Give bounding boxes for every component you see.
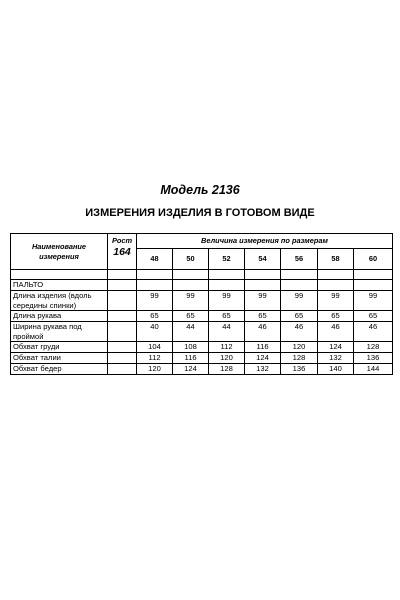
measurement-value: 124 [318,342,354,353]
section-label: ПАЛЬТО [11,280,108,291]
measurement-value: 99 [245,291,281,311]
table-body [11,270,393,375]
measurement-value: 140 [318,364,354,375]
empty-cell [173,270,209,280]
measurement-name: Обхват груди [11,342,108,353]
height-cell [108,364,137,375]
measurement-value: 65 [281,311,318,322]
measurement-value: 40 [137,322,173,342]
height-cell [108,353,137,364]
section-row [11,280,393,291]
name-column-header: Наименование измерения [11,234,108,270]
empty-cell [354,280,393,291]
empty-cell [318,270,354,280]
height-cell [108,322,137,342]
measurement-value: 104 [137,342,173,353]
empty-cell [281,280,318,291]
header-row-group [11,234,393,249]
measurement-value: 65 [318,311,354,322]
measurements-table [10,233,393,375]
measurement-value: 136 [354,353,393,364]
measurement-value: 116 [173,353,209,364]
table-row [11,291,393,311]
empty-cell [137,270,173,280]
measurement-value: 99 [318,291,354,311]
empty-cell [281,270,318,280]
empty-cell [137,280,173,291]
measurement-value: 124 [173,364,209,375]
measurement-value: 99 [354,291,393,311]
measurement-value: 46 [281,322,318,342]
measurement-value: 124 [245,353,281,364]
empty-cell [173,280,209,291]
empty-cell [209,270,245,280]
height-cell [108,291,137,311]
document-title: ИЗМЕРЕНИЯ ИЗДЕЛИЯ В ГОТОВОМ ВИДЕ [85,207,315,219]
measurement-value: 144 [354,364,393,375]
height-value: 164 [113,245,131,258]
height-column-header [108,234,137,270]
size-header-56: 56 [281,249,318,270]
measurement-value: 44 [173,322,209,342]
empty-cell [354,270,393,280]
height-cell [108,311,137,322]
measurement-value: 128 [354,342,393,353]
measurement-value: 44 [209,322,245,342]
empty-cell [11,270,108,280]
measurement-value: 120 [209,353,245,364]
measurement-value: 128 [209,364,245,375]
model-title: Модель 2136 [160,183,240,197]
table-row [11,364,393,375]
table-row [11,311,393,322]
size-group-header: Величина измерения по размерам [137,234,393,249]
measurement-value: 136 [281,364,318,375]
measurement-value: 46 [354,322,393,342]
empty-cell [245,270,281,280]
measurement-name: Обхват бедер [11,364,108,375]
empty-cell [318,280,354,291]
height-label: Рост [111,236,133,245]
table-row [11,342,393,353]
size-header-54: 54 [245,249,281,270]
spacer-row [11,270,393,280]
measurement-value: 120 [281,342,318,353]
measurement-value: 120 [137,364,173,375]
measurement-value: 99 [137,291,173,311]
empty-cell [108,280,137,291]
size-header-58: 58 [318,249,354,270]
size-header-52: 52 [209,249,245,270]
empty-cell [108,270,137,280]
measurement-value: 112 [137,353,173,364]
empty-cell [245,280,281,291]
measurement-value: 132 [318,353,354,364]
size-header-50: 50 [173,249,209,270]
measurement-name: Длина рукава [11,311,108,322]
measurement-value: 128 [281,353,318,364]
measurement-name: Обхват талии [11,353,108,364]
measurement-value: 65 [209,311,245,322]
measurement-name: Ширина рукава под проймой [11,322,108,342]
measurement-value: 65 [354,311,393,322]
measurement-value: 65 [245,311,281,322]
measurement-value: 46 [318,322,354,342]
measurement-value: 65 [137,311,173,322]
measurement-value: 108 [173,342,209,353]
size-header-48: 48 [137,249,173,270]
table-row [11,353,393,364]
measurement-value: 65 [173,311,209,322]
measurement-name: Длина изделия (вдоль середины спинки) [11,291,108,311]
size-header-60: 60 [354,249,393,270]
measurement-value: 132 [245,364,281,375]
measurement-value: 46 [245,322,281,342]
measurement-value: 112 [209,342,245,353]
measurement-value: 116 [245,342,281,353]
measurement-value: 99 [173,291,209,311]
measurement-value: 99 [281,291,318,311]
measurement-value: 99 [209,291,245,311]
empty-cell [209,280,245,291]
height-cell [108,342,137,353]
table-row [11,322,393,342]
